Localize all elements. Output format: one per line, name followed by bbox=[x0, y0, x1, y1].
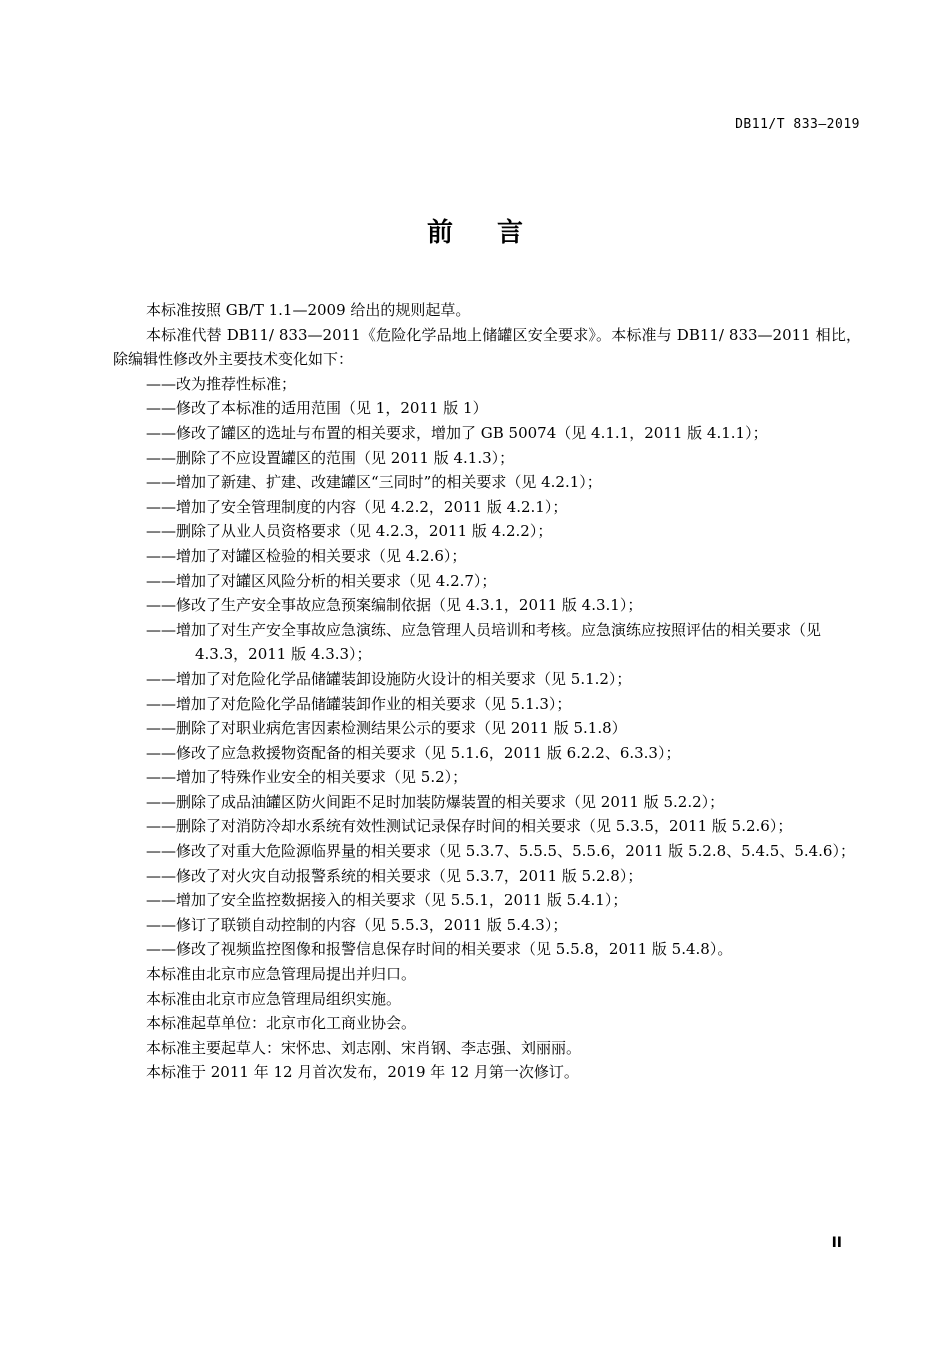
list-item: ——增加了对危险化学品储罐装卸设施防火设计的相关要求（见 5.1.2）； bbox=[146, 669, 632, 688]
list-item: ——修改了生产安全事故应急预案编制依据（见 4.3.1，2011 版 4.3.1）； bbox=[146, 596, 643, 615]
list-item: ——删除了对消防冷却水系统有效性测试记录保存时间的相关要求（见 5.3.5，2011 版 5.2.6）； bbox=[146, 817, 793, 836]
list-item: ——删除了成品油罐区防火间距不足时加装防爆装置的相关要求（见 2011 版 5.2.2）； bbox=[146, 792, 725, 811]
list-item: ——删除了对职业病危害因素检测结果公示的要求（见 2011 版 5.1.8） bbox=[146, 719, 627, 738]
list-item: ——修订了联锁自动控制的内容（见 5.5.3，2011 版 5.4.3）； bbox=[146, 915, 568, 934]
list-item: ——修改了对火灾自动报警系统的相关要求（见 5.3.7，2011 版 5.2.8）； bbox=[146, 866, 643, 885]
list-item: ——增加了对罐区检验的相关要求（见 4.2.6）； bbox=[146, 546, 467, 565]
list-item: ——增加了安全监控数据接入的相关要求（见 5.5.1，2011 版 5.4.1）； bbox=[146, 891, 628, 910]
list-item: ——改为推荐性标准； bbox=[146, 374, 297, 393]
list-item: ——增加了对生产安全事故应急演练、应急管理人员培训和考核。应急演练应按照评估的相关要求（见 4.3.3，2011 版 4.3.3）； bbox=[146, 620, 822, 664]
page-number: II bbox=[831, 1235, 842, 1251]
list-item: ——增加了对危险化学品储罐装卸作业的相关要求（见 5.1.3）； bbox=[146, 694, 572, 713]
closing-paragraph: 本标准主要起草人：宋怀忠、刘志刚、宋肖钢、李志强、刘丽丽。 bbox=[146, 1038, 582, 1057]
list-item: ——删除了从业人员资格要求（见 4.2.3，2011 版 4.2.2）； bbox=[146, 522, 553, 541]
document-code: DB11/T 833—2019 bbox=[735, 117, 860, 132]
list-item: ——修改了罐区的选址与布置的相关要求，增加了 GB 50074（见 4.1.1，2011 版 4.1.1）； bbox=[146, 423, 768, 442]
list-item: ——增加了特殊作业安全的相关要求（见 5.2）； bbox=[146, 768, 468, 787]
list-item: ——增加了新建、扩建、改建罐区“三同时”的相关要求（见 4.2.1）； bbox=[146, 473, 602, 492]
closing-paragraph: 本标准由北京市应急管理局组织实施。 bbox=[146, 989, 402, 1008]
list-item: ——修改了应急救援物资配备的相关要求（见 5.1.6，2011 版 6.2.2、6.3.3）； bbox=[146, 743, 681, 762]
intro-paragraph: 本标准按照 GB/T 1.1—2009 给出的规则起草。 bbox=[146, 301, 471, 319]
list-item: ——修改了本标准的适用范围（见 1，2011 版 1） bbox=[146, 399, 488, 418]
list-item: ——增加了对罐区风险分析的相关要求（见 4.2.7）； bbox=[146, 571, 497, 590]
closing-paragraph: 本标准起草单位：北京市化工商业协会。 bbox=[146, 1014, 417, 1033]
list-item: ——修改了视频监控图像和报警信息保存时间的相关要求（见 5.5.8，2011 版 5.4.8）。 bbox=[146, 940, 733, 959]
closing-paragraph: 本标准由北京市应急管理局提出并归口。 bbox=[146, 965, 417, 984]
list-item: ——增加了安全管理制度的内容（见 4.2.2，2011 版 4.2.1）； bbox=[146, 497, 568, 516]
list-item: ——删除了不应设置罐区的范围（见 2011 版 4.1.3）； bbox=[146, 448, 515, 467]
closing-paragraph: 本标准于 2011 年 12 月首次发布，2019 年 12 月第一次修订。 bbox=[146, 1063, 579, 1082]
change-list bbox=[113, 372, 861, 962]
list-item: ——修改了对重大危险源临界量的相关要求（见 5.3.7、5.5.5、5.5.6，2011 版 5.2.8、5.4.5、5.4.6）； bbox=[146, 842, 855, 861]
document-body bbox=[113, 298, 861, 1085]
intro-paragraph: 本标准代替 DB11/ 833—2011《危险化学品地上储罐区安全要求》。本标准与 DB11/ 833—2011 相比，除编辑性修改外主要技术变化如下： bbox=[113, 325, 861, 369]
page-title: 前言 bbox=[426, 218, 567, 248]
